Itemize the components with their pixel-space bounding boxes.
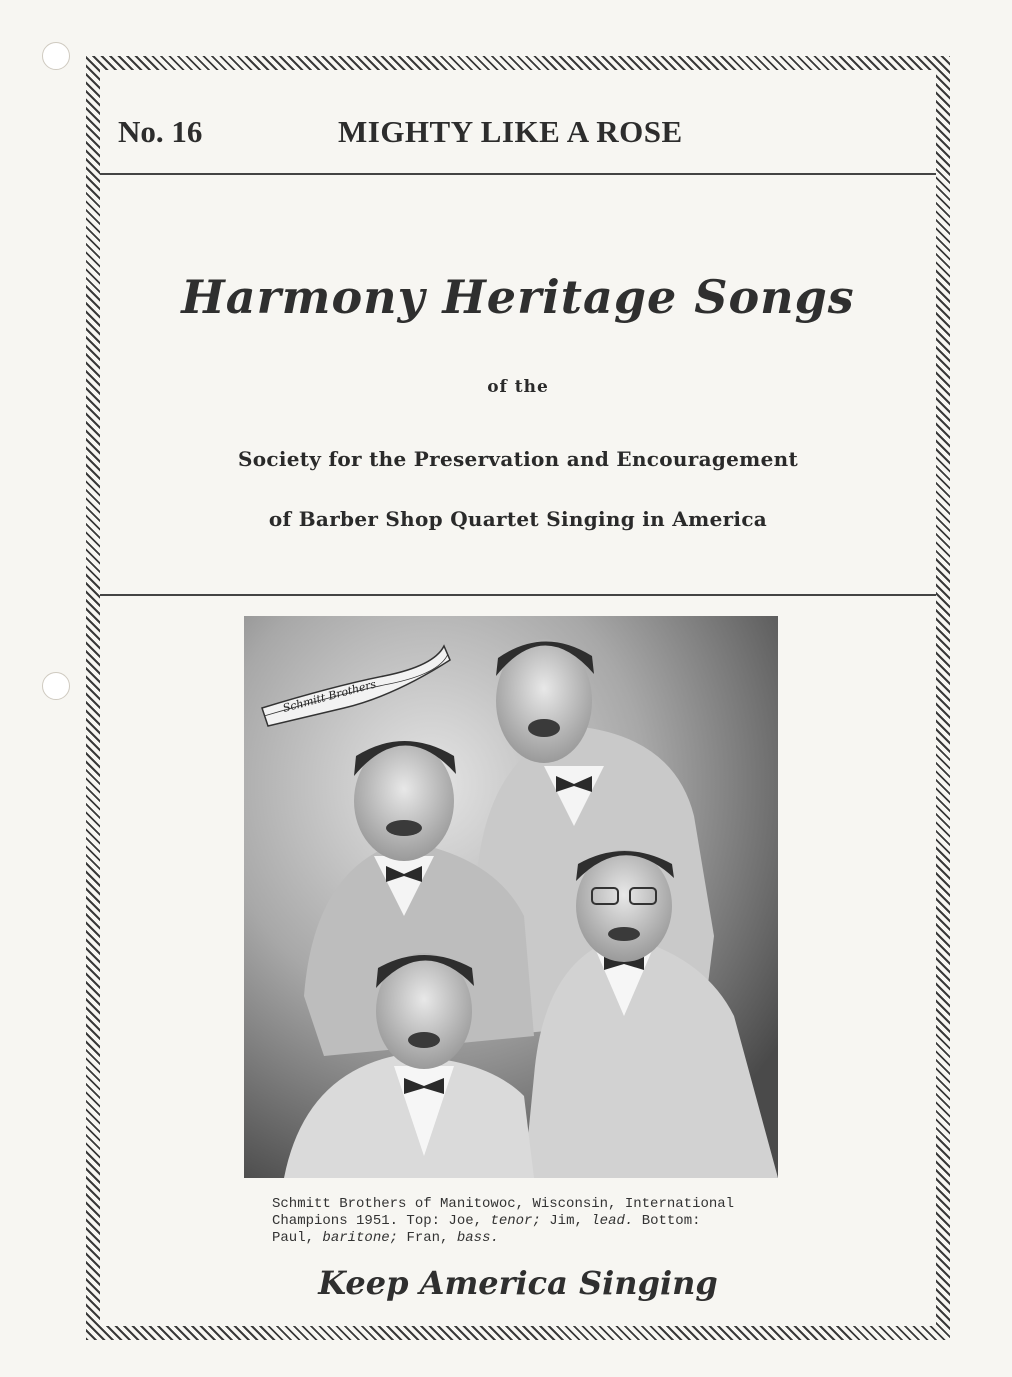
- divider-bottom: [100, 594, 936, 596]
- caption-part-bass: bass.: [456, 1230, 499, 1246]
- caption-part-tenor: tenor;: [490, 1213, 541, 1229]
- caption-part-lead: lead.: [591, 1213, 634, 1229]
- caption-text: Champions 1951. Top: Joe,: [272, 1213, 491, 1229]
- caption-text: Fran,: [398, 1230, 457, 1246]
- footer-slogan: Keep America Singing: [318, 1264, 718, 1302]
- caption-part-baritone: baritone;: [322, 1230, 399, 1246]
- caption-line-2: [272, 1213, 792, 1230]
- song-title: MIGHTY LIKE A ROSE: [338, 114, 683, 149]
- caption-text: Bottom:: [633, 1213, 701, 1229]
- masthead-title: Harmony Heritage Songs: [181, 270, 855, 324]
- song-number: No. 16: [118, 114, 203, 149]
- caption-line-1: Schmitt Brothers of Manitowoc, Wisconsin, International: [272, 1196, 735, 1212]
- punch-hole-middle: [42, 672, 70, 700]
- caption-text: Jim,: [540, 1213, 592, 1229]
- masthead-of-the: of the: [487, 377, 549, 397]
- title-row: [118, 114, 918, 154]
- decorative-border-frame: [86, 56, 950, 1340]
- punch-hole-top: [42, 42, 70, 70]
- caption-line-3: [272, 1230, 792, 1247]
- quartet-photo: [244, 616, 778, 1178]
- society-line-1: Society for the Preservation and Encouragement: [237, 447, 799, 471]
- caption-text: Paul,: [272, 1230, 323, 1246]
- banner-text: Schmitt Brothers: [281, 677, 378, 715]
- society-line-2: of Barber Shop Quartet Singing in America: [268, 507, 768, 531]
- photo-caption: [272, 1196, 792, 1247]
- divider-top: [100, 173, 936, 175]
